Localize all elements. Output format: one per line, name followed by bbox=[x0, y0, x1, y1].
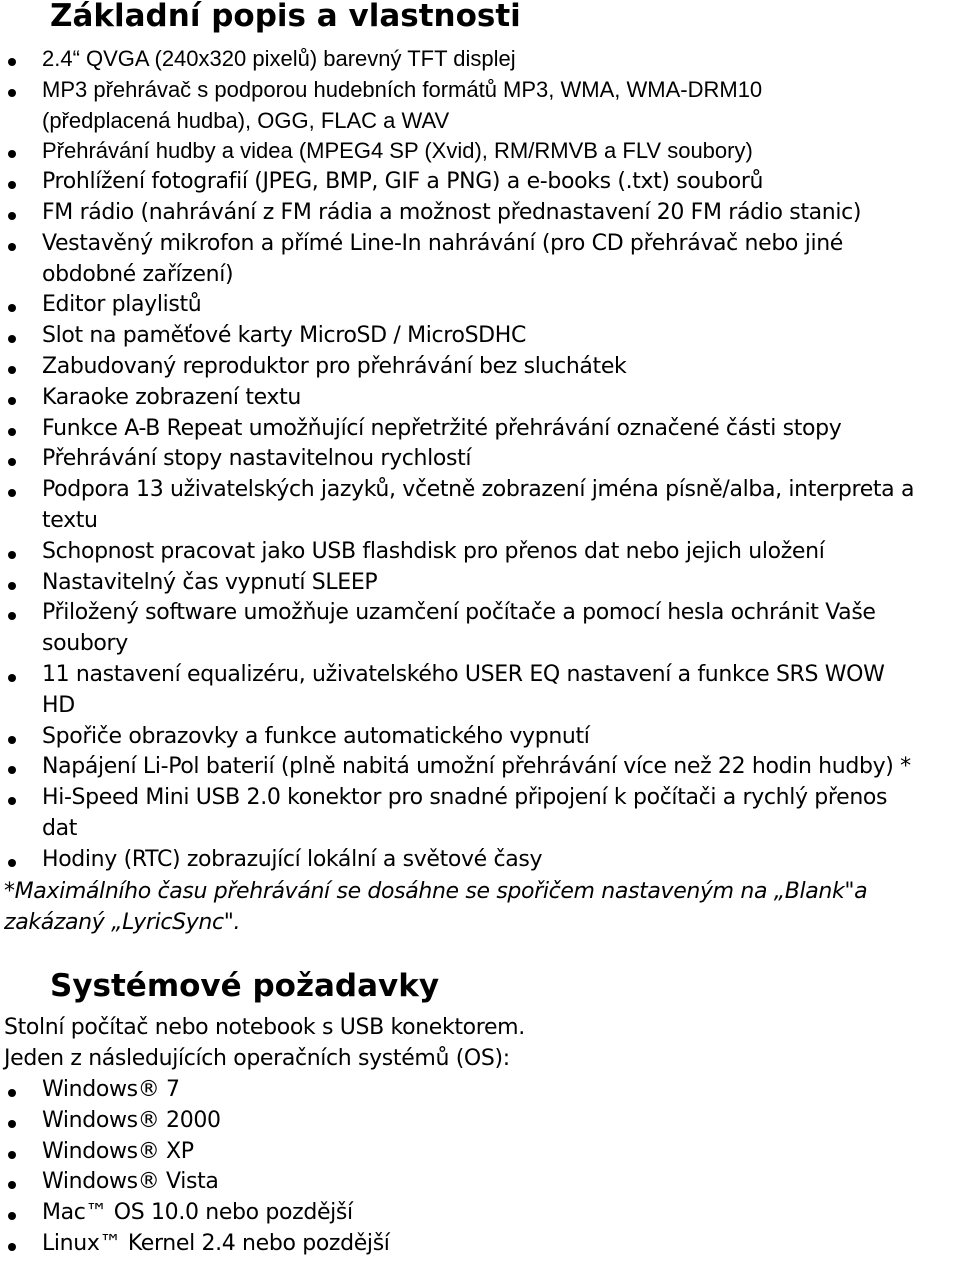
list-item-text: Windows® 2000 bbox=[42, 1107, 221, 1133]
list-item bbox=[0, 383, 960, 414]
bullet-icon bbox=[8, 366, 16, 374]
list-item bbox=[0, 321, 960, 352]
list-item bbox=[0, 444, 960, 475]
list-item-text: Linux™ Kernel 2.4 nebo pozdější bbox=[42, 1230, 390, 1256]
list-item-text: Editor playlistů bbox=[42, 292, 202, 318]
list-item bbox=[0, 75, 960, 137]
list-item bbox=[0, 1167, 960, 1198]
bullet-icon bbox=[8, 859, 16, 867]
bullet-icon bbox=[8, 58, 16, 66]
list-item-text: Funkce A-B Repeat umožňující nepřetržité přehrávání označené části stopy bbox=[42, 415, 842, 441]
list-item bbox=[0, 229, 960, 291]
bullet-icon bbox=[8, 458, 16, 466]
list-item bbox=[0, 537, 960, 568]
list-item bbox=[0, 44, 960, 75]
bullet-icon bbox=[8, 89, 16, 97]
bullet-icon bbox=[8, 1243, 16, 1251]
list-item-text: Nastavitelný čas vypnutí SLEEP bbox=[42, 569, 378, 595]
list-item-text: Hodiny (RTC) zobrazující lokální a světové časy bbox=[42, 846, 543, 872]
bullet-icon bbox=[8, 1089, 16, 1097]
list-item bbox=[0, 598, 960, 660]
bullet-icon bbox=[8, 489, 16, 497]
bullet-icon bbox=[8, 674, 16, 682]
features-list bbox=[0, 44, 960, 876]
list-item-text: Windows® XP bbox=[42, 1138, 194, 1164]
list-item bbox=[0, 752, 960, 783]
list-item-text: Vestavěný mikrofon a přímé Line-In nahrávání (pro CD přehrávač nebo jiné obdobné zařízení) bbox=[42, 230, 843, 287]
list-item bbox=[0, 290, 960, 321]
os-list bbox=[0, 1075, 960, 1260]
bullet-icon bbox=[8, 1212, 16, 1220]
list-item bbox=[0, 414, 960, 445]
list-item bbox=[0, 1106, 960, 1137]
list-item-text: Zabudovaný reproduktor pro přehrávání bez sluchátek bbox=[42, 353, 627, 379]
list-item-text: 11 nastavení equalizéru, uživatelského USER EQ nastavení a funkce SRS WOW HD bbox=[42, 661, 885, 718]
requirements-line-computer: Stolní počítač nebo notebook s USB konektorem. bbox=[4, 1015, 525, 1040]
list-item bbox=[0, 722, 960, 753]
bullet-icon bbox=[8, 304, 16, 312]
list-item-text: Podpora 13 uživatelských jazyků, včetně zobrazení jména písně/alba, interpreta a textu bbox=[42, 477, 915, 533]
list-item-text: Napájení Li-Pol baterií (plně nabitá umožní přehrávání více než 22 hodin hudby) * bbox=[42, 754, 911, 780]
bullet-icon bbox=[8, 150, 16, 158]
list-item-text: Přiložený software umožňuje uzamčení počítače a pomocí hesla ochránit Vaše soubory bbox=[42, 600, 876, 657]
bullet-icon bbox=[8, 612, 16, 620]
section-heading-features: Základní popis a vlastnosti bbox=[50, 0, 521, 34]
list-item bbox=[0, 568, 960, 599]
footnote: *Maximálního času přehrávání se dosáhne se spořičem nastaveným na „Blank"a zakázaný „LyricSync". bbox=[4, 879, 868, 935]
list-item-text: Windows® Vista bbox=[42, 1169, 219, 1195]
list-item-text: Přehrávání stopy nastavitelnou rychlostí bbox=[42, 446, 472, 472]
list-item bbox=[0, 475, 960, 537]
list-item-text: FM rádio (nahrávání z FM rádia a možnost přednastavení 20 FM rádio stanic) bbox=[42, 199, 862, 225]
list-item-text: Slot na paměťové karty MicroSD / MicroSDHC bbox=[42, 323, 526, 349]
bullet-icon bbox=[8, 212, 16, 220]
bullet-icon bbox=[8, 181, 16, 189]
list-item-text: Karaoke zobrazení textu bbox=[42, 384, 301, 410]
bullet-icon bbox=[8, 1181, 16, 1189]
bullet-icon bbox=[8, 243, 16, 251]
list-item bbox=[0, 1075, 960, 1106]
list-item-text: Schopnost pracovat jako USB flashdisk pro přenos dat nebo jejich uložení bbox=[42, 538, 825, 564]
list-item bbox=[0, 1198, 960, 1229]
list-item-text: Windows® 7 bbox=[42, 1077, 180, 1102]
list-item bbox=[0, 783, 960, 845]
bullet-icon bbox=[8, 551, 16, 559]
bullet-icon bbox=[8, 335, 16, 343]
list-item-text: Přehrávání hudby a videa (MPEG4 SP (Xvid), RM/RMVB a FLV soubory) bbox=[42, 138, 753, 164]
bullet-icon bbox=[8, 582, 16, 590]
list-item bbox=[0, 845, 960, 876]
list-item bbox=[0, 352, 960, 383]
list-item bbox=[0, 1229, 960, 1260]
bullet-icon bbox=[8, 1151, 16, 1159]
bullet-icon bbox=[8, 736, 16, 744]
bullet-icon bbox=[8, 1120, 16, 1128]
list-item-text: 2.4“ QVGA (240x320 pixelů) barevný TFT displej bbox=[42, 46, 516, 71]
list-item bbox=[0, 167, 960, 198]
list-item bbox=[0, 660, 960, 722]
bullet-icon bbox=[8, 428, 16, 436]
bullet-icon bbox=[8, 397, 16, 405]
requirements-line-os: Jeden z následujících operačních systémů (OS): bbox=[4, 1046, 510, 1071]
list-item-text: Spořiče obrazovky a funkce automatického vypnutí bbox=[42, 723, 590, 749]
list-item-text: Hi-Speed Mini USB 2.0 konektor pro snadné připojení k počítači a rychlý přenos dat bbox=[42, 785, 888, 841]
list-item bbox=[0, 136, 960, 167]
list-item bbox=[0, 1137, 960, 1168]
list-item bbox=[0, 198, 960, 229]
list-item-text: Mac™ OS 10.0 nebo pozdější bbox=[42, 1200, 353, 1226]
list-item-text: MP3 přehrávač s podporou hudebních formátů MP3, WMA, WMA-DRM10 (předplacená hudba), OGG, FLAC a WAV bbox=[42, 76, 763, 133]
bullet-icon bbox=[8, 797, 16, 805]
section-heading-requirements: Systémové požadavky bbox=[50, 968, 440, 1004]
list-item-text: Prohlížení fotografií (JPEG, BMP, GIF a PNG) a e-books (.txt) souborů bbox=[42, 169, 764, 195]
bullet-icon bbox=[8, 766, 16, 774]
